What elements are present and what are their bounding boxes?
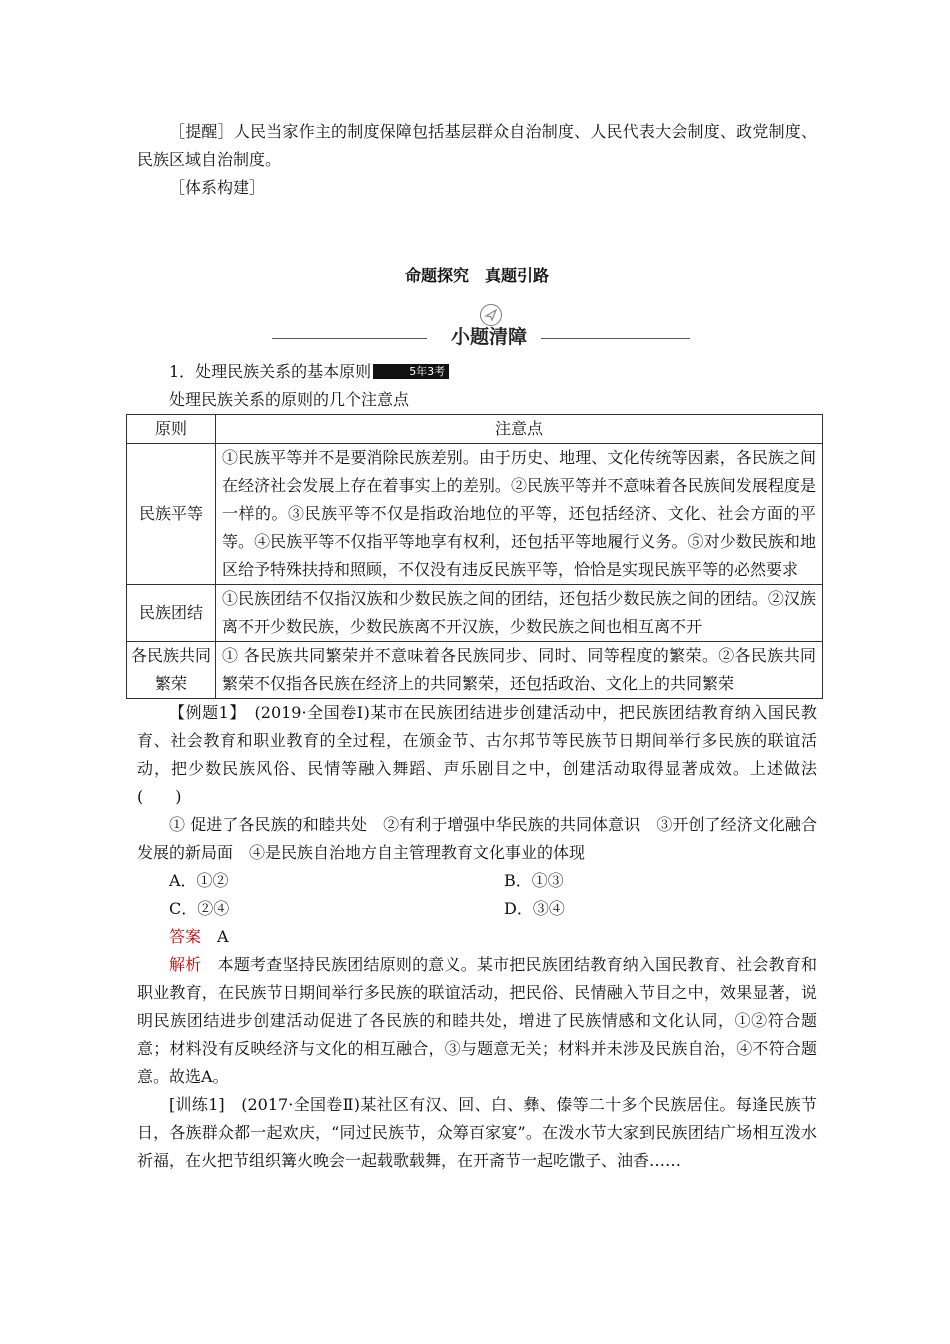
example-label: 【例题1】 [169, 703, 238, 722]
reminder-text: 人民当家作主的制度保障包括基层群众自治制度、人民代表大会制度、政党制度、民族区域自治制度。 [137, 122, 817, 169]
header-principle: 原则 [127, 415, 216, 444]
answer-label: 答案 [169, 927, 202, 946]
table-row [127, 642, 823, 699]
row-principle: 民族团结 [127, 585, 216, 642]
option-a: A．①② [169, 871, 229, 890]
analysis-label: 解析 [169, 955, 202, 974]
answer-line [137, 923, 817, 951]
row-principle: 民族平等 [127, 444, 216, 585]
answer-value: A [217, 927, 229, 946]
section-banner [137, 302, 817, 358]
header-notes: 注意点 [216, 415, 823, 444]
section-title: 命题探究 真题引路 [404, 266, 549, 285]
options-row [137, 867, 817, 895]
row-notes: ①民族团结不仅指汉族和少数民族之间的团结，还包括少数民族之间的团结。②汉族离不开少数民族，少数民族离不开汉族，少数民族之间也相互离不开 [216, 585, 823, 642]
principles-table [126, 414, 823, 699]
analysis-text: 本题考查坚持民族团结原则的意义。某市把民族团结教育纳入国民教育、社会教育和职业教育，在民族节日期间举行多民族的联谊活动，把民俗、民情融入节目之中，效果显著，说明民族团结进步创建活动促进了各民族的和睦共处，增进了民族情感和文化认同，①②符合题意；材料没有反映经济与文化的相互融合，③与题意无关；材料并未涉及民族自治，④不符合题意。故选A。 [137, 955, 817, 1086]
option-b: B．①③ [504, 871, 564, 890]
topic-title: 1．处理民族关系的基本原则 [169, 362, 372, 381]
banner-right-rule [541, 338, 690, 339]
system-build-heading: ［体系构建］ [169, 178, 266, 197]
reminder-label: ［提醒］ [169, 122, 234, 141]
example-question [137, 699, 817, 811]
option-c: C．②④ [169, 899, 230, 918]
table-caption: 处理民族关系的原则的几个注意点 [169, 390, 410, 409]
table-row [127, 585, 823, 642]
reminder-paragraph [137, 118, 817, 174]
frequency-badge: 5年3考 [373, 364, 449, 379]
training-label: [训练1] [169, 1095, 225, 1114]
example-statements: ① 促进了各民族的和睦共处 ②有利于增强中华民族的共同体意识 ③开创了经济文化融合发展的新局面 ④是民族自治地方自主管理教育文化事业的体现 [137, 815, 817, 862]
analysis-paragraph [137, 951, 817, 1091]
row-principle: 各民族共同繁荣 [127, 642, 216, 699]
row-notes: ①民族平等并不是要消除民族差别。由于历史、地理、文化传统等因素，各民族之间在经济社会发展上存在着事实上的差别。②民族平等并不意味着各民族间发展程度是一样的。③民族平等不仅是指政治地位的平等，还包括经济、文化、社会方面的平等。④民族平等不仅指平等地享有权利，还包括平等地履行义务。⑤对少数民族和地区给予特殊扶持和照顾，不仅没有违反民族平等，恰恰是实现民族平等的必然要求 [216, 444, 823, 585]
table-header-row [127, 415, 823, 444]
option-d: D．③④ [504, 899, 565, 918]
banner-left-rule [272, 338, 427, 339]
topic-heading [137, 358, 817, 386]
training-question [137, 1091, 817, 1175]
table-row [127, 444, 823, 585]
document-page [131, 118, 817, 1175]
row-notes: ① 各民族共同繁荣并不意味着各民族同步、同时、同等程度的繁荣。②各民族共同繁荣不仅指各民族在经济上的共同繁荣，还包括政治、文化上的共同繁荣 [216, 642, 823, 699]
options-row [137, 895, 817, 923]
example-text: (2019·全国卷Ⅰ)某市在民族团结进步创建活动中，把民族团结教育纳入国民教育、社会教育和职业教育的全过程，在颁金节、古尔邦节等民族节日期间举行多民族的联谊活动，把少数民族风俗、民情等融入舞蹈、声乐剧目之中，创建活动取得显著成效。上述做法( ) [137, 703, 817, 806]
banner-title: 小题清障 [450, 326, 527, 348]
training-text: (2017·全国卷Ⅱ)某社区有汉、回、白、彝、傣等二十多个民族居住。每逢民族节日，各族群众都一起欢庆，“同过民族节，众筹百家宴”。在泼水节大家到民族团结广场相互泼水祈福，在火把节组织篝火晚会一起载歌载舞，在开斋节一起吃馓子、油香…… [137, 1095, 817, 1170]
